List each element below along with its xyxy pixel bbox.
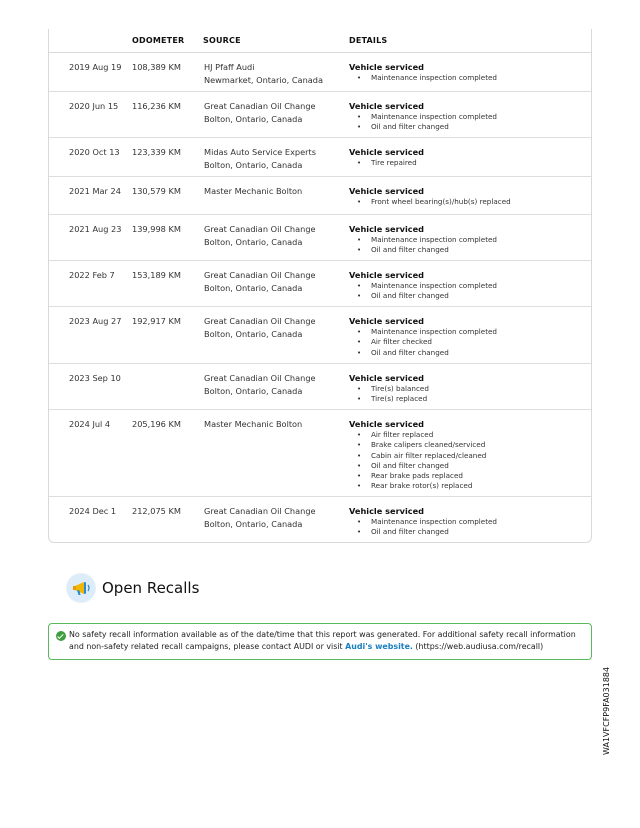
source-location: Bolton, Ontario, Canada [204,328,303,339]
detail-title: Vehicle serviced [349,373,425,383]
recall-notice-text: No safety recall information available as of the date/time that this report was generated. For additional safety recall information and non-safety related recall campaigns, please contact AUDI or visit [69,630,576,651]
detail-item: • Brake calipers cleaned/serviced [349,440,589,450]
source-name: Great Canadian Oil Change [204,506,316,516]
source-location: Newmarket, Ontario, Canada [204,74,323,85]
detail-title: Vehicle serviced [349,62,425,72]
header-source: SOURCE [203,36,241,45]
row-details [349,372,589,405]
row-odometer: 116,236 KM [132,101,181,111]
detail-list [349,430,589,492]
header-odometer: ODOMETER [132,36,185,45]
table-header [49,29,591,53]
row-details [349,315,589,358]
source-name: Master Mechanic Bolton [204,186,303,196]
row-date: 2019 Aug 19 [69,62,122,72]
header-details: DETAILS [349,36,388,45]
row-date: 2024 Dec 1 [69,506,117,516]
row-details [349,505,589,538]
table-row [49,364,591,410]
row-source [204,223,316,248]
vin-label: WA1VFCFP9FA031884 [602,666,611,755]
source-name: Great Canadian Oil Change [204,101,316,111]
detail-item: • Maintenance inspection completed [349,73,589,83]
row-date: 2023 Aug 27 [69,316,122,326]
detail-item: • Rear brake rotor(s) replaced [349,481,589,491]
table-row [49,307,591,364]
source-name: Great Canadian Oil Change [204,270,316,280]
source-name: HJ Pfaff Audi [204,62,255,72]
source-location: Bolton, Ontario, Canada [204,282,303,293]
detail-item: • Oil and filter changed [349,348,589,358]
detail-item: • Oil and filter changed [349,245,589,255]
detail-item: • Oil and filter changed [349,461,589,471]
table-row [49,92,591,138]
service-history-table [48,29,592,543]
detail-list [349,517,589,538]
detail-item: • Tire(s) replaced [349,394,589,404]
source-location: Bolton, Ontario, Canada [204,385,303,396]
row-source [204,146,316,171]
row-source [204,100,316,125]
detail-list [349,281,589,302]
source-location: Bolton, Ontario, Canada [204,518,303,529]
source-name: Great Canadian Oil Change [204,224,316,234]
recall-notice [48,623,592,660]
detail-item: • Maintenance inspection completed [349,327,589,337]
detail-list [349,73,589,83]
row-odometer: 192,917 KM [132,316,181,326]
detail-item: • Maintenance inspection completed [349,112,589,122]
detail-item: • Tire(s) balanced [349,384,589,394]
row-details [349,100,589,133]
detail-title: Vehicle serviced [349,186,425,196]
detail-item: • Maintenance inspection completed [349,517,589,527]
open-recalls-title: Open Recalls [102,579,200,597]
detail-item: • Air filter replaced [349,430,589,440]
row-odometer: 108,389 KM [132,62,181,72]
row-source [204,505,316,530]
row-date: 2023 Sep 10 [69,373,121,383]
detail-list [349,327,589,358]
row-odometer: 130,579 KM [132,186,181,196]
detail-item: • Air filter checked [349,337,589,347]
row-details [349,269,589,302]
row-details [349,146,589,168]
detail-title: Vehicle serviced [349,101,425,111]
row-odometer: 139,998 KM [132,224,181,234]
row-date: 2020 Oct 13 [69,147,120,157]
row-odometer: 205,196 KM [132,419,181,429]
table-row [49,410,591,497]
row-date: 2022 Feb 7 [69,270,115,280]
open-recalls-header [66,572,199,604]
row-source [204,315,316,340]
detail-item: • Oil and filter changed [349,122,589,132]
detail-list [349,197,589,207]
row-source [204,269,316,294]
detail-list [349,112,589,133]
row-source [204,418,302,431]
detail-item: • Tire repaired [349,158,589,168]
row-details [349,185,589,207]
detail-title: Vehicle serviced [349,316,425,326]
table-row [49,138,591,177]
detail-list [349,158,589,168]
source-location: Bolton, Ontario, Canada [204,159,303,170]
source-name: Midas Auto Service Experts [204,147,316,157]
source-name: Great Canadian Oil Change [204,316,316,326]
row-date: 2021 Mar 24 [69,186,121,196]
detail-list [349,384,589,405]
row-odometer: 153,189 KM [132,270,181,280]
detail-item: • Maintenance inspection completed [349,281,589,291]
row-details [349,223,589,256]
source-location: Bolton, Ontario, Canada [204,236,303,247]
row-date: 2024 Jul 4 [69,419,111,429]
row-details [349,418,589,492]
row-date: 2020 Jun 15 [69,101,119,111]
table-row [49,177,591,215]
detail-item: • Maintenance inspection completed [349,235,589,245]
row-source [204,61,323,86]
row-date: 2021 Aug 23 [69,224,122,234]
detail-title: Vehicle serviced [349,224,425,234]
table-body [49,53,591,543]
row-source [204,372,316,397]
detail-list [349,235,589,256]
detail-title: Vehicle serviced [349,506,425,516]
row-details [349,61,589,83]
table-row [49,497,591,543]
audi-website-link[interactable]: Audi's website. [345,642,413,651]
detail-title: Vehicle serviced [349,147,425,157]
row-source [204,185,302,198]
source-location: Bolton, Ontario, Canada [204,113,303,124]
table-row [49,215,591,261]
check-circle-icon [56,631,66,641]
table-row [49,53,591,92]
detail-item: • Oil and filter changed [349,291,589,301]
recall-url-text: (https://web.audiusa.com/recall) [412,642,544,651]
row-odometer: 123,339 KM [132,147,181,157]
source-name: Master Mechanic Bolton [204,419,303,429]
detail-item: • Front wheel bearing(s)/hub(s) replaced [349,197,589,207]
detail-title: Vehicle serviced [349,270,425,280]
detail-item: • Oil and filter changed [349,527,589,537]
megaphone-icon [66,573,96,603]
detail-item: • Rear brake pads replaced [349,471,589,481]
table-row [49,261,591,307]
detail-title: Vehicle serviced [349,419,425,429]
source-name: Great Canadian Oil Change [204,373,316,383]
row-odometer: 212,075 KM [132,506,181,516]
detail-item: • Cabin air filter replaced/cleaned [349,451,589,461]
